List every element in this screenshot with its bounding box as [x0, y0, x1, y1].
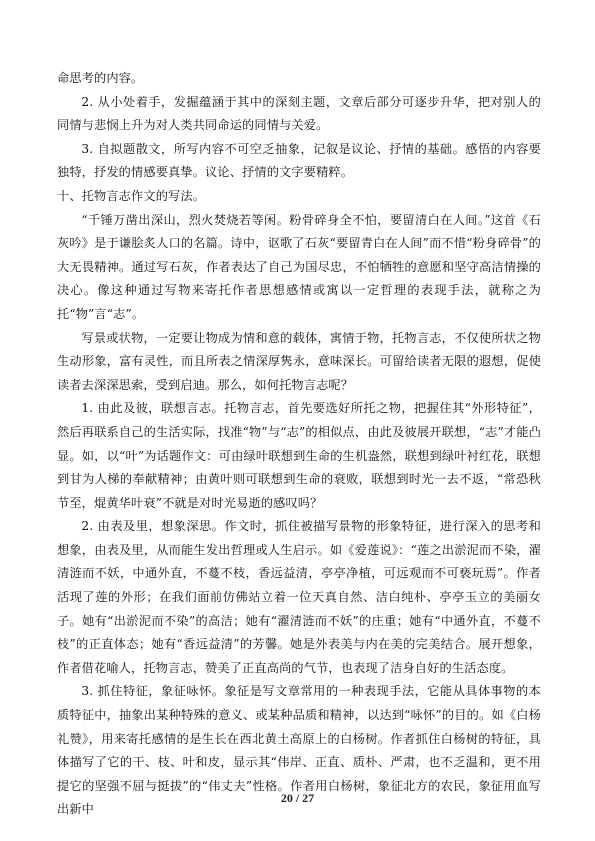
paragraph: 1. 由此及彼，联想言志。托物言志，首先要选好所托之物，把握住其“外形特征”，然后再联系自己的生活实际，找准“物”与“志”的相似点，由此及彼展开联想，“志”才能凸显。如，以“叶”为话题作文：可由绿叶联想到生命的生机盎然，联想到绿叶衬红花，联想到甘为人梯的奉献精神；由黄叶则可联想到生命的衰败，联想到时光一去不返，“常恐秋节至，焜黄华叶衰”不就是对时光易逝的感叹吗？ [57, 401, 541, 510]
paragraph: 2. 从小处着手，发掘蕴涵于其中的深刻主题，文章后部分可逐步升华，把对别人的同情与悲悯上升为对人类共同命运的同情与关爱。 [57, 94, 541, 133]
paragraph: 3. 自拟题散文，所写内容不可空乏抽象，记叙是议论、抒情的基础。感悟的内容要独特，抒发的情感要真挚。议论、抒情的文字要精粹。 [57, 141, 541, 180]
paragraph: “千锤万凿出深山，烈火焚烧若等闲。粉骨碎身全不怕，要留清白在人间。”这首《石灰吟》是于谦脍炙人口的名篇。诗中，讴歌了石灰“要留青白在人间”而不惜“粉身碎骨”的大无畏精神。通过写石灰，作者表达了自己为国尽忠，不怕牺牲的意愿和坚守高洁情操的决心。像这种通过写物来寄托作者思想感情或寓以一定哲理的表现手法，就称之为托“物”言“志”。 [57, 212, 541, 321]
paragraph: 3. 抓住特征，象征咏怀。象征是写文章常用的一种表现手法，它能从具体事物的本质特征中，抽象出某种特殊的意义、或某种品质和精神，以达到“咏怀”的目的。如《白杨礼赞》，用来寄托感情的是生长在西北黄土高原上的白杨树。作者抓住白杨树的特征，具体描写了它的干、枝、叶和皮，显示其“伟岸、正直、质朴、严肃，也不乏温和，更不用提它的坚强不屈与挺拔”的“伟丈夫”性格。作者用白杨树，象征北方的农民，象征用血写出新中 [57, 684, 541, 817]
section-heading: 十、托物言志作文的写法。 [57, 188, 206, 203]
paragraph: 2. 由表及里，想象深思。作文时，抓住被描写景物的形象特征，进行深入的思考和想象，由表及里，从而能生发出哲理或人生启示。如《爱莲说》：“莲之出淤泥而不染，濯清涟而不妖，中通外直，不蔓不枝，香远益清，亭亭净植，可远观而不可亵玩焉”。作者活现了莲的外形；在我们面前仿佛站立着一位天真自然、洁白纯朴、亭亭玉立的美丽女子。她有“出淤泥而不染”的高洁；她有“濯清涟而不妖”的庄重；她有“中通外直，不蔓不枝”的正直体态；她有“香远益清”的芳馨。她是外表美与内在美的完美结合。展开想象，作者借花喻人，托物言志，赞美了正直高尚的气节，也表现了洁身自好的生活态度。 [57, 519, 541, 675]
paragraph: 写景或状物，一定要让物成为情和意的载体，寓情于物，托物言志，不仅使所状之物生动形象，富有灵性，而且所表之情深厚隽永，意味深长。可留给读者无限的遐想，促使读者去深深思索，受到启迪。那么，如何托物言志呢？ [57, 330, 541, 392]
paragraph: 命思考的内容。 [57, 71, 144, 85]
document-body [57, 67, 541, 822]
page-number: 20 / 27 [280, 791, 315, 805]
